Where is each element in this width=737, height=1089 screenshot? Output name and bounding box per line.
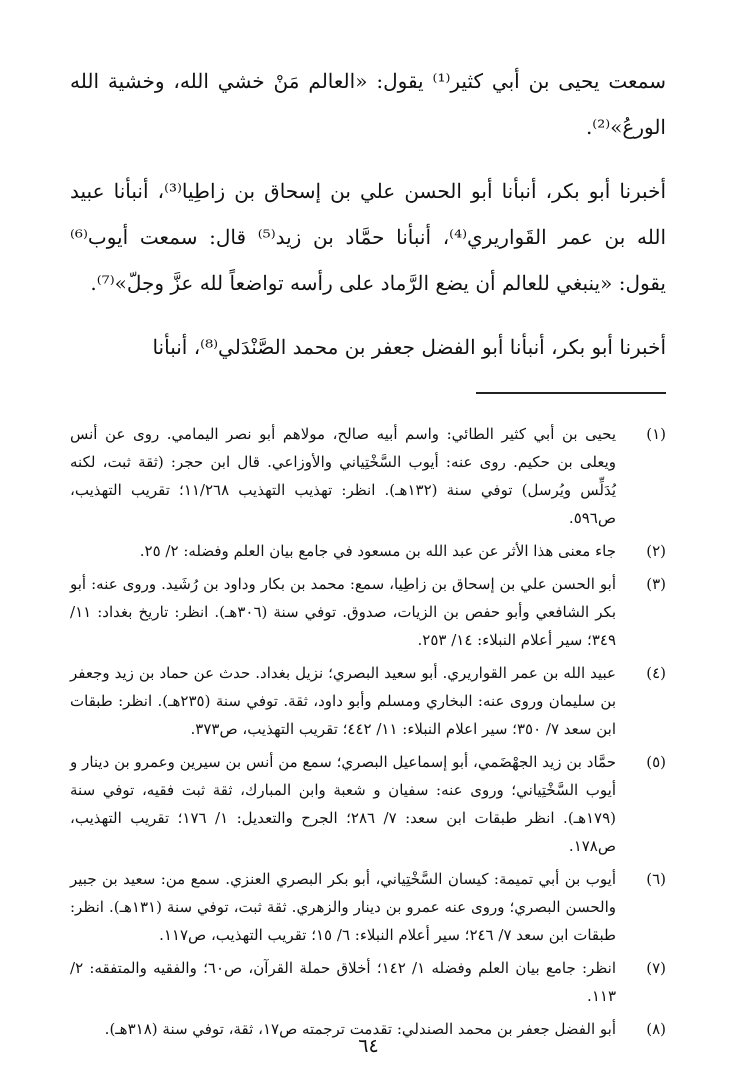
footnote-number: (٤) xyxy=(646,664,666,682)
footnote-number: (٨) xyxy=(646,1020,666,1038)
footnote-separator xyxy=(476,392,666,394)
footnote-number: (٣) xyxy=(646,575,666,593)
footnote-number: (٦) xyxy=(646,870,666,888)
footnote-5 xyxy=(70,748,666,860)
paragraph-2: أخبرنا أبو بكر، أنبأنا أبو الحسن علي بن إسحاق بن زاطِيا⁽³⁾، أنبأنا عبيد الله بن عمر القَواريري⁽⁴⁾، أنبأنا حمَّاد بن زيد⁽⁵⁾ قال: سمعت أيوب⁽⁶⁾ يقول: «ينبغي للعالم أن يضع الرَّماد على رأسه تواضعاً لله عزَّ وجلّ»⁽⁷⁾. xyxy=(70,179,667,295)
main-text xyxy=(70,58,666,370)
footnote-text: أيوب بن أبي تميمة: كيسان السَّخْتِياني، أبو بكر البصري العنزي. سمع من: سعيد بن جبير والحسن البصري؛ وروى عنه عمرو بن دينار والزهري. ثقة ثبت، توفي سنة (١٣١هـ). انظر: طبقات ابن سعد ٧/ ٢٤٦؛ سير أعلام النبلاء: ٦/ ١٥؛ تقريب التهذيب، ص١١٧. xyxy=(70,870,617,944)
footnotes xyxy=(70,420,666,1043)
footnote-text: يحيى بن أبي كثير الطائي: واسم أبيه صالح، مولاهم أبو نصر اليمامي. روى عن أنس ويعلى بن حكيم. روى عنه: أيوب السَّخْتِياني والأوزاعي. قال ابن حجر: (ثقة ثبت، لكنه يُدَلِّس ويُرسل) توفي سنة (١٣٢هـ). انظر: تهذيب التهذيب ١١/٢٦٨؛ تقريب التهذيب، ص٥٩٦. xyxy=(70,425,617,527)
footnote-text: جاء معنى هذا الأثر عن عبد الله بن مسعود في جامع بيان العلم وفضله: ٢/ ٢٥. xyxy=(139,542,616,560)
footnote-text: عبيد الله بن عمر القواريري. أبو سعيد البصري؛ نزيل بغداد. حدث عن حماد بن زيد وجعفر بن سليمان وروى عنه: البخاري ومسلم وأبو داود، ثقة. توفي سنة (٢٣٥هـ). انظر: طبقات ابن سعد ٧/ ٣٥٠؛ سير اعلام النبلاء: ١١/ ٤٤٢؛ تقريب التهذيب، ص٣٧٣. xyxy=(70,664,616,738)
footnote-2 xyxy=(70,537,666,565)
footnote-number: (٢) xyxy=(646,542,666,560)
page xyxy=(70,58,666,1048)
footnote-text: حمَّاد بن زيد الجهْضَمي، أبو إسماعيل البصري؛ سمع من أنس بن سيرين وعمرو بن دينار و أيوب السَّخْتِياني؛ وروى عنه: سفيان و شعبة وابن المبارك، ثقة ثبت فقيه، توفي سنة (١٧٩هـ). انظر طبقات ابن سعد: ٧/ ٢٨٦؛ الجرح والتعديل: ١/ ١٧٦؛ تقريب التهذيب، ص١٧٨. xyxy=(70,753,617,855)
footnote-text: أبو الفضل جعفر بن محمد الصندلي: تقدمت ترجمته ص١٧، ثقة، توفي سنة (٣١٨هـ). xyxy=(104,1020,616,1038)
page-number: ٦٤ xyxy=(358,1035,379,1057)
footnote-7 xyxy=(70,954,666,1010)
paragraph-1: سمعت يحيى بن أبي كثير⁽¹⁾ يقول: «العالم مَنْ خشي الله، وخشية الله الورعُ»⁽²⁾. xyxy=(70,69,666,139)
footnote-4 xyxy=(70,659,666,743)
footnote-6 xyxy=(70,865,666,949)
footnote-number: (١) xyxy=(646,425,666,443)
footnote-number: (٥) xyxy=(646,753,666,771)
footnote-3 xyxy=(70,570,666,654)
paragraph-3: أخبرنا أبو بكر، أنبأنا أبو الفضل جعفر بن محمد الصَّنْدَلي⁽⁸⁾، أنبأنا xyxy=(152,335,666,359)
footnote-1 xyxy=(70,420,666,532)
footnote-text: أبو الحسن علي بن إسحاق بن زاطِيا، سمع: محمد بن بكار وداود بن رُشَيد. وروى عنه: أبو بكر الشافعي وأبو حفص بن الزيات، صدوق. توفي سنة (٣٠٦هـ). انظر: تاريخ بغداد: ١١/ ٣٤٩؛ سير أعلام النبلاء: ١٤/ ٢٥٣. xyxy=(70,575,616,649)
footnote-number: (٧) xyxy=(646,959,666,977)
footnote-text: انظر: جامع بيان العلم وفضله ١/ ١٤٢؛ أخلاق حملة القرآن، ص٦٠؛ والفقيه والمتفقه: ٢/ ١١٣. xyxy=(70,959,616,1005)
